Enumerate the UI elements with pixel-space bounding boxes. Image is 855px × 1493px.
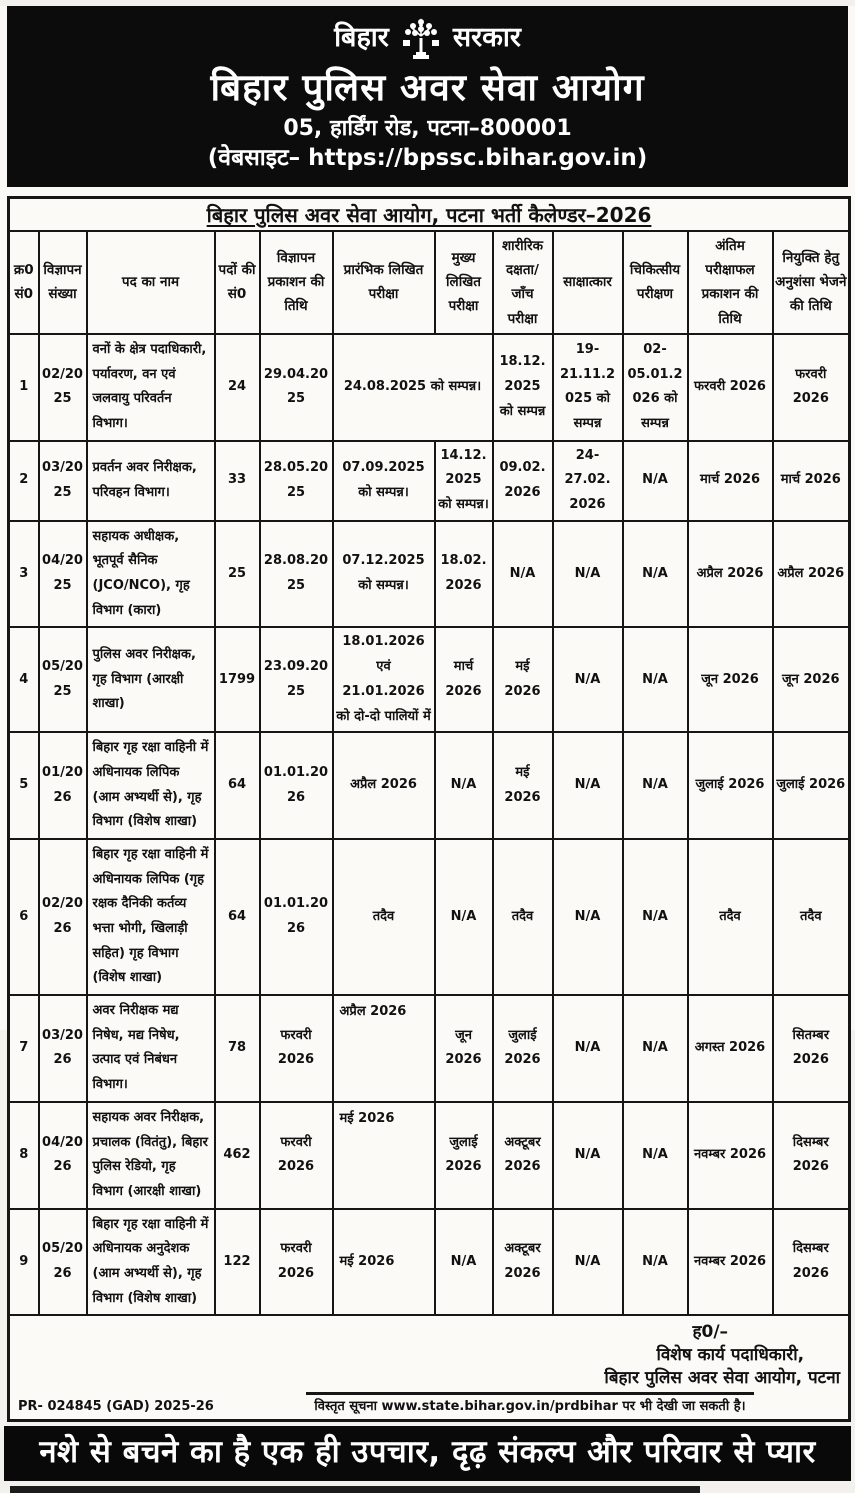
cell-medical: N/A	[623, 521, 688, 628]
cell-final: नवम्बर 2026	[688, 1102, 773, 1209]
cell-interview: N/A	[553, 1102, 623, 1209]
cell-phys: तदैव	[493, 839, 553, 995]
cell-final: जुलाई 2026	[688, 732, 773, 839]
cell-phys: 18.12.2025 को सम्पन्न	[493, 334, 553, 441]
cell-interview: N/A	[553, 839, 623, 995]
cell-final: अप्रैल 2026	[688, 521, 773, 628]
cell-post: वनों के क्षेत्र पदाधिकारी, पर्यावरण, वन एवं जलवायु परिवर्तन विभाग।	[87, 334, 215, 441]
cell-appoint: तदैव	[773, 839, 850, 995]
cell-prelim: 18.01.2026 एवं 21.01.2026 को दो-दो पालियों में	[333, 627, 435, 732]
info-prefix: विस्तृत सूचना	[314, 1399, 377, 1415]
footer-bottom	[12, 1392, 846, 1417]
table-row	[9, 995, 850, 1102]
col-main-exam: मुख्य लिखित परीक्षा	[435, 231, 493, 334]
cell-pub: 29.04.2025	[260, 334, 333, 441]
signatory-organisation: बिहार पुलिस अवर सेवा आयोग, पटना	[604, 1368, 841, 1389]
website-line[interactable]: (वेबसाइट– https://bpssc.bihar.gov.in)	[207, 144, 648, 171]
cell-adv: 03/2025	[39, 441, 87, 521]
anti-drug-slogan-banner: नशे से बचने का है एक ही उपचार, दृढ़ संकल्प और परिवार से प्यार	[4, 1426, 851, 1481]
cell-pub: 28.05.2025	[260, 441, 333, 521]
cell-count: 122	[215, 1209, 260, 1316]
cell-phys: 09.02. 2026	[493, 441, 553, 521]
cell-sn: 3	[9, 521, 39, 628]
cell-main: 18.02. 2026	[435, 521, 493, 628]
cell-interview: N/A	[553, 995, 623, 1102]
cell-pub: फरवरी 2026	[260, 1102, 333, 1209]
cell-count: 24	[215, 334, 260, 441]
cell-sn: 6	[9, 839, 39, 995]
cell-sn: 9	[9, 1209, 39, 1316]
cell-interview: N/A	[553, 627, 623, 732]
cell-appoint: दिसम्बर 2026	[773, 1102, 850, 1209]
cell-phys: मई 2026	[493, 732, 553, 839]
cell-adv: 02/2026	[39, 839, 87, 995]
cell-count: 462	[215, 1102, 260, 1209]
table-row	[9, 627, 850, 732]
cell-sn: 1	[9, 334, 39, 441]
cell-appoint: दिसम्बर 2026	[773, 1209, 850, 1316]
cell-appoint: जून 2026	[773, 627, 850, 732]
cell-adv: 04/2025	[39, 521, 87, 628]
cell-count: 25	[215, 521, 260, 628]
table-footer-row	[9, 1315, 850, 1420]
cell-count: 1799	[215, 627, 260, 732]
cell-main: मार्च 2026	[435, 627, 493, 732]
cell-phys: अक्टूबर 2026	[493, 1102, 553, 1209]
cell-medical: 02-05.01.2026 को सम्पन्न	[623, 334, 688, 441]
pr-number: PR- 024845 (GAD) 2025-26	[18, 1399, 214, 1415]
table-title	[9, 197, 850, 231]
cell-final: फरवरी 2026	[688, 334, 773, 441]
col-advertisement-no: विज्ञापन संख्या	[39, 231, 87, 334]
cell-final: जून 2026	[688, 627, 773, 732]
cell-prelim: तदैव	[333, 839, 435, 995]
col-post-count: पदों की सं0	[215, 231, 260, 334]
cell-adv: 05/2025	[39, 627, 87, 732]
cell-interview: N/A	[553, 732, 623, 839]
cell-phys: मई 2026	[493, 627, 553, 732]
cell-prelim: 24.08.2025 को सम्पन्न।	[333, 334, 493, 441]
col-advert-publish-date: विज्ञापन प्रकाशन की तिथि	[260, 231, 333, 334]
table-body	[9, 334, 850, 1315]
cell-phys: अक्टूबर 2026	[493, 1209, 553, 1316]
table-row	[9, 441, 850, 521]
cell-main: 14.12. 2025 को सम्पन्न।	[435, 441, 493, 521]
col-interview: साक्षात्कार	[553, 231, 623, 334]
table-row	[9, 1102, 850, 1209]
cell-medical: N/A	[623, 1209, 688, 1316]
table-row	[9, 334, 850, 441]
cell-count: 33	[215, 441, 260, 521]
cell-pub: 28.08.2025	[260, 521, 333, 628]
cell-pub: फरवरी 2026	[260, 1209, 333, 1316]
cell-medical: N/A	[623, 1102, 688, 1209]
col-physical-test: शारीरिक दक्षता/ जाँच परीक्षा	[493, 231, 553, 334]
col-post-name: पद का नाम	[87, 231, 215, 334]
cell-final: अगस्त 2026	[688, 995, 773, 1102]
cell-prelim: अप्रैल 2026	[333, 732, 435, 839]
cell-post: अवर निरीक्षक मद्य निषेध, मद्य निषेध, उत्पाद एवं निबंधन विभाग।	[87, 995, 215, 1102]
cell-adv: 02/2025	[39, 334, 87, 441]
cell-prelim: मई 2026	[333, 1209, 435, 1316]
cell-medical: N/A	[623, 995, 688, 1102]
col-medical-exam: चिकित्सीय परीक्षण	[623, 231, 688, 334]
cell-main: जून 2026	[435, 995, 493, 1102]
cell-appoint: जुलाई 2026	[773, 732, 850, 839]
cell-pub: 01.01.2026	[260, 839, 333, 995]
cell-sn: 5	[9, 732, 39, 839]
signature-block	[12, 1318, 846, 1390]
cell-appoint: सितम्बर 2026	[773, 995, 850, 1102]
recruitment-calendar-table	[7, 196, 851, 1422]
cell-prelim: 07.09.2025 को सम्पन्न।	[333, 441, 435, 521]
col-appointment-recommendation-date: नियुक्ति हेतु अनुशंसा भेजने की तिथि	[773, 231, 850, 334]
scan-edge-strip	[10, 1486, 700, 1493]
bihar-emblem-icon	[399, 14, 443, 62]
address-line: 05, हार्डिंग रोड, पटना–800001	[283, 116, 572, 142]
table-row	[9, 521, 850, 628]
notice-page	[0, 6, 855, 1471]
col-prelim-exam: प्रारंभिक लिखित परीक्षा	[333, 231, 435, 334]
cell-post: प्रवर्तन अवर निरीक्षक, परिवहन विभाग।	[87, 441, 215, 521]
cell-prelim: 07.12.2025 को सम्पन्न।	[333, 521, 435, 628]
cell-sn: 7	[9, 995, 39, 1102]
cell-appoint: अप्रैल 2026	[773, 521, 850, 628]
cell-interview: 19-21.11.2025 को सम्पन्न	[553, 334, 623, 441]
signatory-title: विशेष कार्य पदाधिकारी,	[656, 1345, 805, 1366]
cell-pub: फरवरी 2026	[260, 995, 333, 1102]
cell-main: N/A	[435, 732, 493, 839]
table-title-text: बिहार पुलिस अवर सेवा आयोग, पटना भर्ती कैलेण्डर–2026	[206, 202, 652, 227]
info-line	[306, 1392, 753, 1416]
government-line	[7, 14, 848, 62]
cell-count: 64	[215, 839, 260, 995]
cell-interview: N/A	[553, 1209, 623, 1316]
table-header-row	[9, 231, 850, 334]
col-serial: क्र0 सं0	[9, 231, 39, 334]
gov-right-label: सरकार	[452, 22, 521, 54]
cell-interview: 24-27.02. 2026	[553, 441, 623, 521]
cell-sn: 8	[9, 1102, 39, 1209]
organisation-name: बिहार पुलिस अवर सेवा आयोग	[210, 66, 645, 109]
cell-post: पुलिस अवर निरीक्षक, गृह विभाग (आरक्षी शाखा)	[87, 627, 215, 732]
cell-final: मार्च 2026	[688, 441, 773, 521]
cell-post: बिहार गृह रक्षा वाहिनी में अधिनायक लिपिक (गृह रक्षक दैनिकी कर्तव्य भत्ता भोगी, खिलाड़ी सहित) गृह विभाग (विशेष शाखा)	[87, 839, 215, 995]
cell-final: नवम्बर 2026	[688, 1209, 773, 1316]
cell-main: जुलाई 2026	[435, 1102, 493, 1209]
table-row	[9, 732, 850, 839]
cell-count: 78	[215, 995, 260, 1102]
cell-sn: 4	[9, 627, 39, 732]
cell-appoint: फरवरी 2026	[773, 334, 850, 441]
cell-phys: जुलाई 2026	[493, 995, 553, 1102]
table-row	[9, 1209, 850, 1316]
cell-medical: N/A	[623, 732, 688, 839]
cell-appoint: मार्च 2026	[773, 441, 850, 521]
masthead	[7, 6, 848, 187]
table-row	[9, 839, 850, 995]
cell-post: सहायक अवर निरीक्षक, प्रचालक (वितंतु), बिहार पुलिस रेडियो, गृह विभाग (आरक्षी शाखा)	[87, 1102, 215, 1209]
cell-sn: 2	[9, 441, 39, 521]
table-title-row	[9, 197, 850, 231]
cell-count: 64	[215, 732, 260, 839]
signature-mark: ह0/–	[692, 1322, 729, 1343]
cell-post: बिहार गृह रक्षा वाहिनी में अधिनायक अनुदेशक (आम अभ्यर्थी से), गृह विभाग (विशेष शाखा)	[87, 1209, 215, 1316]
cell-adv: 01/2026	[39, 732, 87, 839]
cell-pub: 23.09.2025	[260, 627, 333, 732]
cell-phys: N/A	[493, 521, 553, 628]
cell-adv: 05/2026	[39, 1209, 87, 1316]
footer-cell	[9, 1315, 850, 1420]
cell-medical: N/A	[623, 441, 688, 521]
cell-prelim: मई 2026	[333, 1102, 435, 1209]
info-url[interactable]: www.state.bihar.gov.in/prdbihar	[381, 1399, 618, 1415]
cell-main: N/A	[435, 1209, 493, 1316]
cell-main: N/A	[435, 839, 493, 995]
col-final-result-date: अंतिम परीक्षाफल प्रकाशन की तिथि	[688, 231, 773, 334]
cell-interview: N/A	[553, 521, 623, 628]
cell-final: तदैव	[688, 839, 773, 995]
cell-post: सहायक अधीक्षक, भूतपूर्व सैनिक (JCO/NCO), गृह विभाग (कारा)	[87, 521, 215, 628]
cell-post: बिहार गृह रक्षा वाहिनी में अधिनायक लिपिक (आम अभ्यर्थी से), गृह विभाग (विशेष शाखा)	[87, 732, 215, 839]
cell-medical: N/A	[623, 627, 688, 732]
info-suffix: पर भी देखी जा सकती है।	[622, 1399, 746, 1415]
cell-medical: N/A	[623, 839, 688, 995]
cell-adv: 04/2026	[39, 1102, 87, 1209]
cell-prelim: अप्रैल 2026	[333, 995, 435, 1102]
gov-left-label: बिहार	[334, 22, 389, 54]
cell-pub: 01.01.2026	[260, 732, 333, 839]
cell-adv: 03/2026	[39, 995, 87, 1102]
